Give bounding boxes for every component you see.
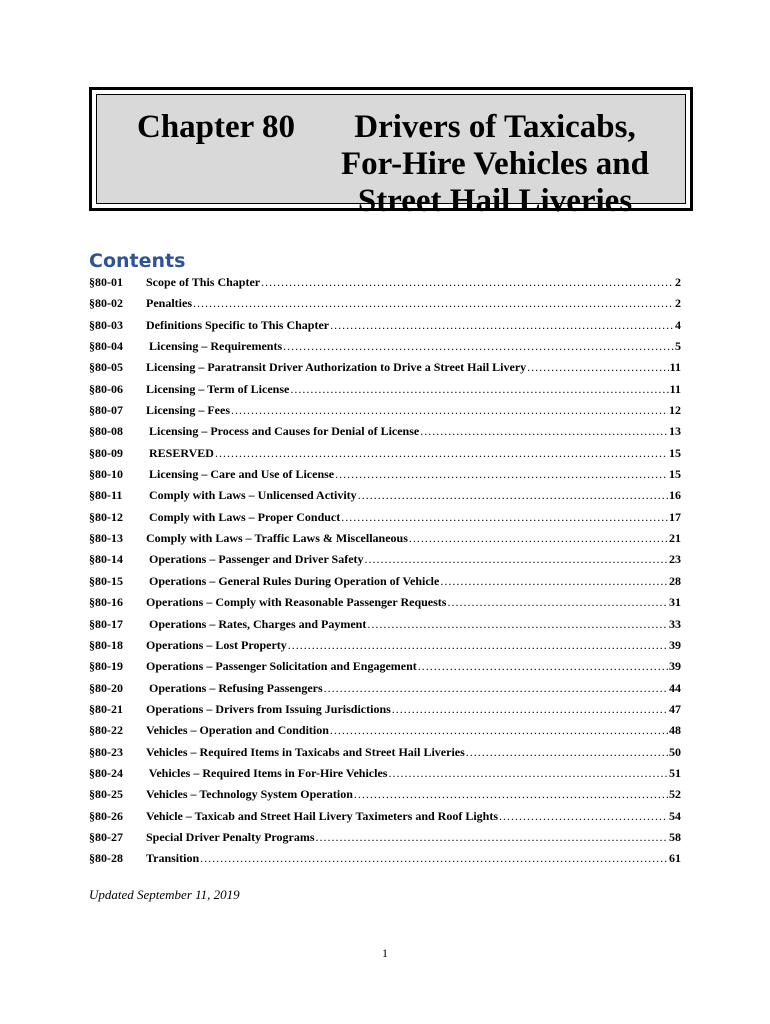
toc-section-number: §80-16: [89, 595, 123, 610]
chapter-number: Chapter 80: [137, 109, 295, 145]
toc-section-title[interactable]: Licensing – Paratransit Driver Authorization to Drive a Street Hail Livery: [146, 360, 527, 375]
page-number: 1: [382, 946, 388, 960]
toc-entry[interactable]: [89, 851, 681, 872]
toc-entry[interactable]: [89, 488, 681, 509]
toc-entry[interactable]: [89, 723, 681, 744]
toc-dot-leader: [261, 275, 674, 290]
toc-section-title[interactable]: Operations – Lost Property: [146, 637, 287, 652]
table-of-contents: [89, 275, 681, 873]
toc-dot-leader: [392, 702, 668, 717]
toc-dot-leader: [215, 446, 668, 461]
toc-entry[interactable]: [89, 809, 681, 830]
toc-dot-leader: [354, 787, 668, 802]
toc-dot-leader: [330, 318, 674, 333]
toc-entry[interactable]: [89, 446, 681, 467]
toc-dot-leader: [420, 424, 668, 439]
toc-page-number[interactable]: 54: [669, 808, 681, 823]
toc-dot-leader: [231, 403, 668, 418]
toc-section-number: §80-25: [89, 787, 123, 802]
toc-section-number: §80-24: [89, 765, 123, 780]
toc-dot-leader: [440, 574, 668, 589]
toc-entry[interactable]: [89, 382, 681, 403]
toc-dot-leader: [335, 467, 668, 482]
toc-entry[interactable]: [89, 318, 681, 339]
toc-section-title[interactable]: Operations – Passenger and Driver Safety: [146, 552, 364, 567]
chapter-title-box-inner: [96, 94, 686, 219]
toc-section-number: §80-12: [89, 509, 123, 524]
toc-page-number[interactable]: 51: [669, 765, 681, 780]
toc-section-number: §80-27: [89, 829, 123, 844]
toc-section-title[interactable]: Vehicles – Required Items in Taxicabs and Street Hail Liveries: [146, 744, 465, 759]
toc-section-title[interactable]: Definitions Specific to This Chapter: [146, 317, 330, 332]
toc-page-number[interactable]: 61: [669, 851, 681, 866]
toc-dot-leader: [283, 339, 674, 354]
toc-section-number: §80-15: [89, 573, 123, 588]
toc-entry[interactable]: [89, 339, 681, 360]
toc-entry[interactable]: [89, 617, 681, 638]
toc-dot-leader: [365, 552, 668, 567]
chapter-title-box: [89, 87, 693, 219]
toc-dot-leader: [330, 723, 668, 738]
toc-section-title[interactable]: Special Driver Penalty Programs: [146, 829, 315, 844]
toc-page-number[interactable]: 39: [669, 637, 681, 652]
toc-section-title[interactable]: Licensing – Process and Causes for Denial of License: [146, 424, 420, 439]
contents-heading: Contents: [89, 250, 186, 272]
toc-dot-leader: [193, 296, 674, 311]
toc-dot-leader: [409, 531, 668, 546]
toc-page-number[interactable]: 4: [675, 317, 681, 332]
toc-page-number[interactable]: 47: [669, 701, 681, 716]
toc-section-number: §80-20: [89, 680, 123, 695]
toc-entry[interactable]: [89, 681, 681, 702]
toc-section-title[interactable]: Comply with Laws – Unlicensed Activity: [146, 488, 357, 503]
toc-section-number: §80-22: [89, 723, 123, 738]
toc-section-title[interactable]: Licensing – Term of License: [146, 381, 290, 396]
toc-page-number[interactable]: 31: [669, 595, 681, 610]
toc-dot-leader: [367, 617, 668, 632]
toc-section-number: §80-01: [89, 275, 123, 289]
toc-dot-leader: [358, 488, 668, 503]
toc-section-number: §80-28: [89, 851, 123, 866]
toc-entry[interactable]: [89, 574, 681, 595]
toc-section-title[interactable]: RESERVED: [146, 445, 214, 460]
toc-page-number[interactable]: 11: [669, 360, 681, 375]
toc-page-number[interactable]: 28: [669, 573, 681, 588]
toc-dot-leader: [290, 382, 668, 397]
toc-section-title[interactable]: Licensing – Requirements: [146, 339, 283, 354]
toc-entry[interactable]: [89, 787, 681, 808]
toc-section-title[interactable]: Transition: [146, 851, 200, 866]
toc-section-number: §80-17: [89, 616, 123, 631]
toc-section-number: §80-14: [89, 552, 123, 567]
toc-entry[interactable]: [89, 275, 681, 296]
toc-dot-leader: [324, 681, 668, 696]
toc-page-number[interactable]: 17: [669, 509, 681, 524]
toc-entry[interactable]: [89, 766, 681, 787]
toc-page-number[interactable]: 44: [669, 680, 681, 695]
toc-section-title[interactable]: Operations – Passenger Solicitation and Engagement: [146, 659, 417, 674]
toc-page-number[interactable]: 21: [669, 531, 681, 546]
toc-section-title[interactable]: Comply with Laws – Traffic Laws & Miscellaneous: [146, 531, 408, 546]
toc-section-title[interactable]: Vehicles – Technology System Operation: [146, 787, 353, 802]
toc-section-title[interactable]: Vehicles – Operation and Condition: [146, 723, 329, 738]
toc-section-title[interactable]: Operations – Comply with Reasonable Passenger Requests: [146, 595, 447, 610]
toc-section-title[interactable]: Licensing – Care and Use of License: [146, 467, 335, 482]
chapter-title: Drivers of Taxicabs, For-Hire Vehicles and Street Hail Liveries: [341, 109, 649, 219]
toc-dot-leader: [316, 830, 668, 845]
toc-dot-leader: [466, 745, 668, 760]
toc-section-title[interactable]: Scope of This Chapter: [146, 275, 261, 289]
toc-page-number[interactable]: 11: [669, 381, 681, 396]
toc-dot-leader: [341, 510, 668, 525]
toc-page-number[interactable]: 13: [669, 424, 681, 439]
toc-entry[interactable]: [89, 659, 681, 680]
toc-entry[interactable]: [89, 745, 681, 766]
toc-entry[interactable]: [89, 403, 681, 424]
toc-section-number: §80-06: [89, 381, 123, 396]
toc-section-title[interactable]: Vehicles – Required Items in For-Hire Vehicles: [146, 765, 388, 780]
toc-page-number[interactable]: 39: [669, 659, 681, 674]
toc-section-number: §80-19: [89, 659, 123, 674]
toc-entry[interactable]: [89, 552, 681, 573]
toc-entry[interactable]: [89, 360, 681, 381]
toc-section-number: §80-21: [89, 701, 123, 716]
toc-entry[interactable]: [89, 830, 681, 851]
toc-section-number: §80-26: [89, 808, 123, 823]
toc-section-number: §80-02: [89, 296, 123, 311]
toc-section-title[interactable]: Operations – Rates, Charges and Payment: [146, 616, 367, 631]
toc-page-number[interactable]: 58: [669, 829, 681, 844]
toc-dot-leader: [527, 360, 668, 375]
toc-page-number[interactable]: 52: [669, 787, 681, 802]
toc-page-number[interactable]: 33: [669, 616, 681, 631]
toc-section-title[interactable]: Licensing – Fees: [146, 403, 230, 418]
toc-entry[interactable]: [89, 510, 681, 531]
toc-page-number[interactable]: 48: [669, 723, 681, 738]
toc-entry[interactable]: [89, 702, 681, 723]
toc-entry[interactable]: [89, 638, 681, 659]
toc-dot-leader: [288, 638, 668, 653]
toc-dot-leader: [418, 659, 668, 674]
toc-section-title[interactable]: Vehicle – Taxicab and Street Hail Livery Taximeters and Roof Lights: [146, 808, 499, 823]
toc-section-number: §80-10: [89, 467, 123, 482]
toc-section-number: §80-23: [89, 744, 123, 759]
toc-dot-leader: [388, 766, 668, 781]
toc-entry[interactable]: [89, 467, 681, 488]
toc-section-number: §80-07: [89, 403, 123, 418]
toc-section-title[interactable]: Penalties: [146, 296, 192, 311]
toc-page-number[interactable]: 23: [669, 552, 681, 567]
toc-page-number[interactable]: 5: [675, 339, 681, 354]
toc-page-number[interactable]: 50: [669, 744, 681, 759]
toc-page-number[interactable]: 15: [669, 467, 681, 482]
toc-section-number: §80-05: [89, 360, 123, 375]
toc-entry[interactable]: [89, 531, 681, 552]
toc-section-title[interactable]: Operations – Refusing Passengers: [146, 680, 323, 695]
toc-page-number[interactable]: 12: [669, 403, 681, 418]
toc-section-title[interactable]: Comply with Laws – Proper Conduct: [146, 509, 341, 524]
toc-entry[interactable]: [89, 296, 681, 317]
toc-section-number: §80-03: [89, 317, 123, 332]
toc-section-number: §80-09: [89, 445, 123, 460]
toc-page-number[interactable]: 15: [669, 445, 681, 460]
toc-section-title[interactable]: Operations – General Rules During Operation of Vehicle: [146, 573, 440, 588]
toc-page-number[interactable]: 2: [675, 275, 681, 289]
toc-section-number: §80-13: [89, 531, 123, 546]
toc-page-number[interactable]: 16: [669, 488, 681, 503]
toc-entry[interactable]: [89, 595, 681, 616]
toc-dot-leader: [200, 851, 668, 866]
toc-page-number[interactable]: 2: [675, 296, 681, 311]
toc-section-number: §80-18: [89, 637, 123, 652]
toc-section-number: §80-08: [89, 424, 123, 439]
updated-date: Updated September 11, 2019: [89, 887, 240, 902]
toc-dot-leader: [499, 809, 668, 824]
toc-dot-leader: [447, 595, 668, 610]
toc-section-number: §80-11: [89, 488, 123, 503]
toc-section-title[interactable]: Operations – Drivers from Issuing Jurisdictions: [146, 701, 391, 716]
toc-entry[interactable]: [89, 424, 681, 445]
toc-section-number: §80-04: [89, 339, 123, 354]
